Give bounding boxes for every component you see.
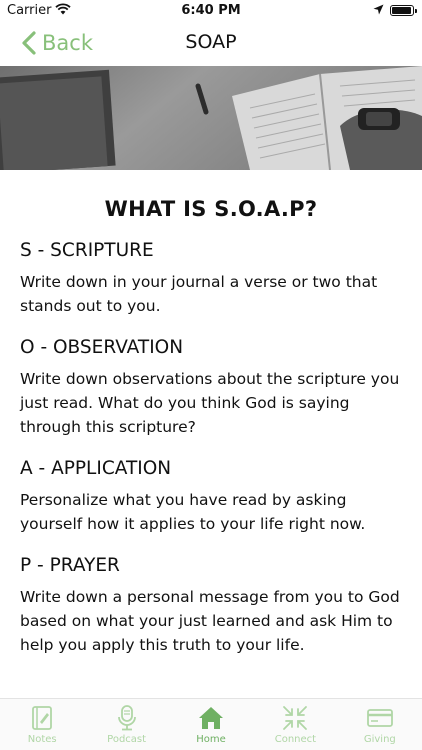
- tab-label: Home: [196, 734, 226, 745]
- tab-label: Giving: [363, 734, 396, 745]
- navigation-bar: [0, 22, 422, 66]
- home-icon: [197, 704, 225, 732]
- status-time: 6:40 PM: [181, 3, 241, 18]
- soap-content: [0, 170, 422, 698]
- carrier-label: Carrier: [7, 3, 52, 18]
- battery-icon: [390, 5, 414, 16]
- notebook-icon: [28, 704, 56, 732]
- microphone-icon: [113, 704, 141, 732]
- back-label: Back: [42, 31, 93, 55]
- section-body: Write down a personal message from you to God based on what your just learned and ask Him to help you apply this truth to your life.: [20, 588, 400, 654]
- scripture-section: [20, 239, 402, 318]
- section-body: Write down in your journal a verse or two that stands out to you.: [20, 273, 378, 315]
- section-title: A - APPLICATION: [20, 458, 172, 479]
- tab-connect[interactable]: [253, 699, 337, 750]
- section-title: O - OBSERVATION: [20, 337, 184, 358]
- observation-section: [20, 336, 402, 439]
- section-body: Write down observations about the scripture you just read. What do you think God is saying through this scripture?: [20, 370, 400, 436]
- page-title: SOAP: [185, 31, 237, 53]
- tab-bar: [0, 698, 422, 750]
- tab-notes[interactable]: [0, 699, 84, 750]
- section-title: P - PRAYER: [20, 555, 120, 576]
- tab-label: Notes: [27, 734, 57, 745]
- connect-arrows-icon: [281, 704, 309, 732]
- status-bar: [0, 0, 422, 22]
- tab-home[interactable]: [169, 699, 253, 750]
- tab-label: Connect: [274, 734, 317, 745]
- section-title: S - SCRIPTURE: [20, 240, 154, 261]
- application-section: [20, 457, 402, 536]
- tab-label: Podcast: [107, 734, 147, 745]
- section-heading: WHAT IS S.O.A.P?: [104, 197, 318, 221]
- location-arrow-icon: [373, 4, 384, 19]
- prayer-section: [20, 554, 402, 657]
- hero-bible-photo: [0, 66, 422, 170]
- section-body: Personalize what you have read by asking yourself how it applies to your life right now.: [20, 491, 366, 533]
- credit-card-icon: [366, 704, 394, 732]
- tab-podcast[interactable]: [84, 699, 168, 750]
- tab-giving[interactable]: [338, 699, 422, 750]
